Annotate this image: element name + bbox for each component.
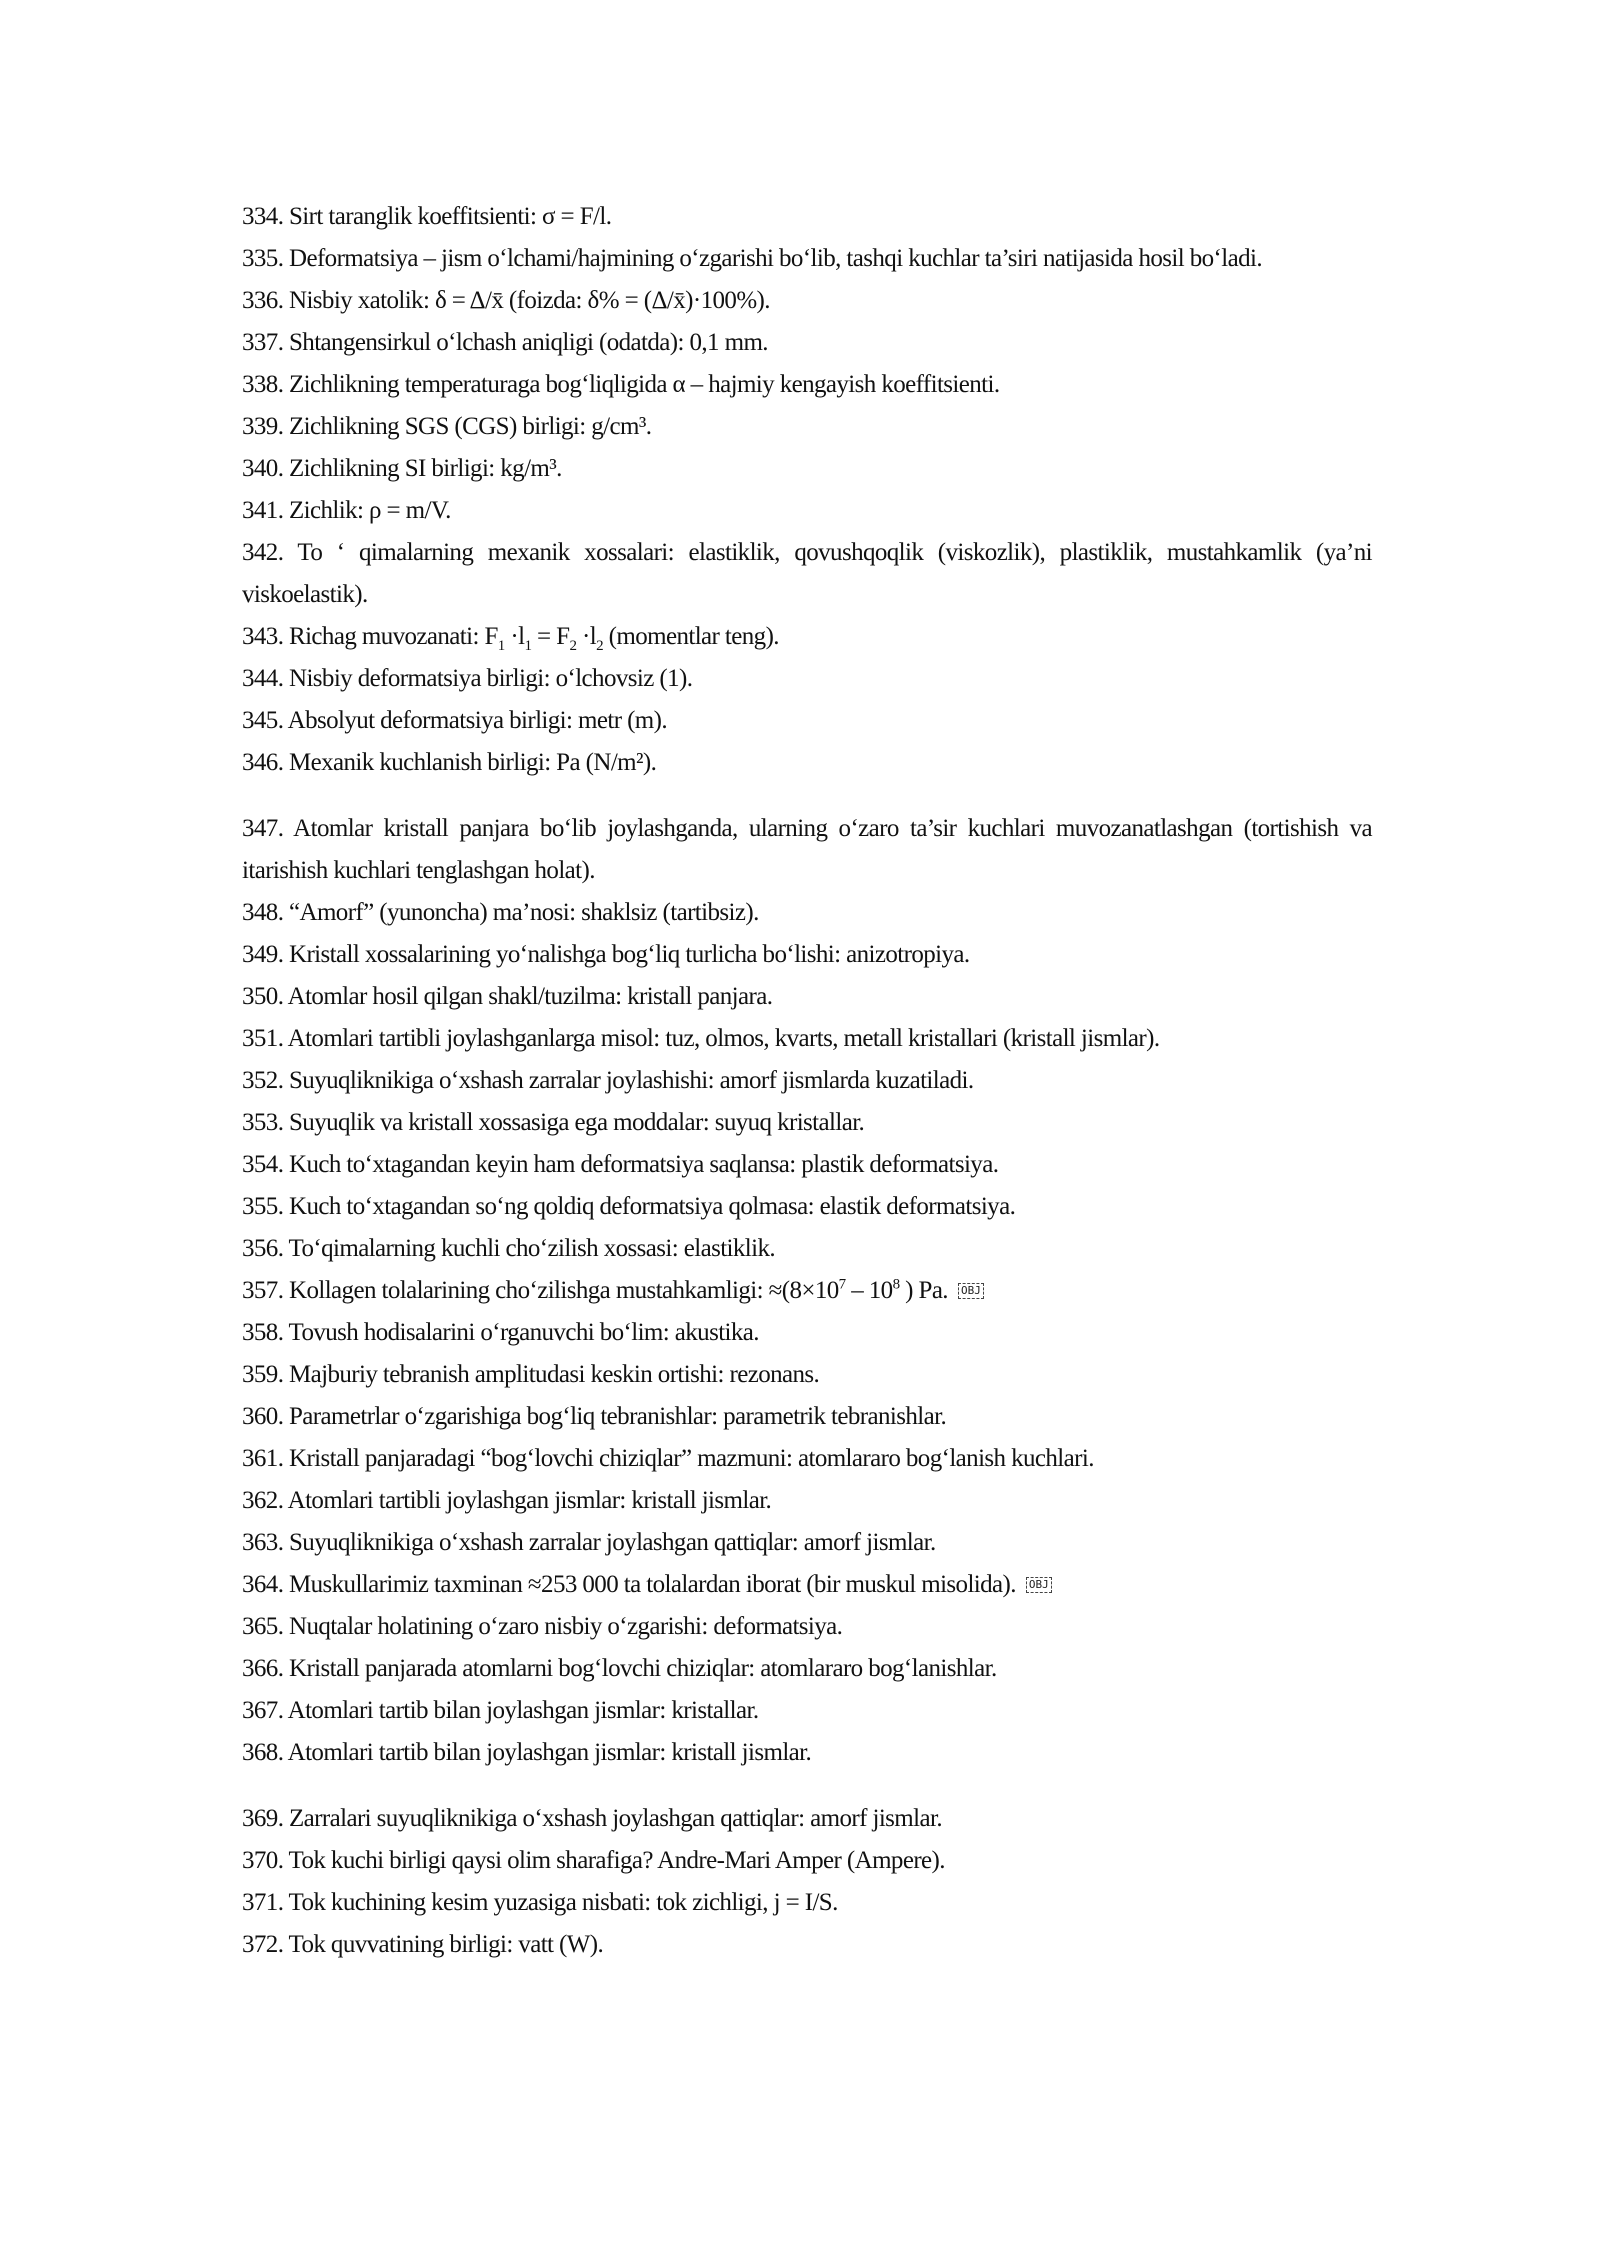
list-item: 342. To ‘ qimalarning mexanik xossalari: elastiklik, qovushqoqlik (viskozlik), plastiklik, mustahkamlik (ya’ni viskoelastik). [242, 539, 1372, 608]
list-item: 369. Zarralari suyuqliknikiga o‘xshash joylashgan qattiqlar: amorf jismlar. [242, 1805, 942, 1832]
list-item: 344. Nisbiy deformatsiya birligi: o‘lchovsiz (1). [242, 665, 693, 692]
list-item: 365. Nuqtalar holatining o‘zaro nisbiy o‘zgarishi: deformatsiya. [242, 1613, 843, 1640]
list-item: 355. Kuch to‘xtagandan so‘ng qoldiq deformatsiya qolmasa: elastik deformatsiya. [242, 1193, 1016, 1220]
list-item-364 [242, 1564, 1372, 1606]
list-item: 353. Suyuqlik va kristall xossasiga ega moddalar: suyuq kristallar. [242, 1109, 865, 1136]
subscript: 2 [596, 638, 603, 654]
list-item: 368. Atomlari tartib bilan joylashgan jismlar: kristall jismlar. [242, 1739, 812, 1766]
paragraph-gap [242, 784, 1372, 808]
list-item: 352. Suyuqliknikiga o‘xshash zarralar joylashishi: amorf jismlarda kuzatiladi. [242, 1067, 974, 1094]
formula-text: (momentlar teng). [603, 623, 779, 650]
subscript: 2 [569, 638, 577, 654]
item-text: 364. Muskullarimiz taxminan ≈253 000 ta tolalardan iborat (bir muskul misolida). [242, 1571, 1016, 1598]
formula-text: – 10 [845, 1277, 893, 1304]
paragraph-gap [242, 1774, 1372, 1798]
document-body [242, 196, 1372, 1966]
list-item: 340. Zichlikning SI birligi: kg/m³. [242, 455, 562, 482]
formula-text: ) Pa. [899, 1277, 948, 1304]
list-item: 358. Tovush hodisalarini o‘rganuvchi bo‘lim: akustika. [242, 1319, 759, 1346]
list-item: 347. Atomlar kristall panjara bo‘lib joylashganda, ularning o‘zaro ta’sir kuchlari muvozanatlashgan (tortishish va itarishish kuchlari tenglashgan holat). [242, 815, 1372, 884]
list-item: 363. Suyuqliknikiga o‘xshash zarralar joylashgan qattiqlar: amorf jismlar. [242, 1529, 936, 1556]
list-item: 360. Parametrlar o‘zgarishiga bog‘liq tebranishlar: parametrik tebranishlar. [242, 1403, 947, 1430]
list-item: 334. Sirt taranglik koeffitsienti: σ = F/l. [242, 203, 612, 230]
subscript: 1 [524, 638, 532, 654]
list-item-357 [242, 1270, 1372, 1312]
list-item-343 [242, 616, 1372, 658]
list-item: 335. Deformatsiya – jism o‘lchami/hajmining o‘zgarishi bo‘lib, tashqi kuchlar ta’siri natijasida hosil bo‘ladi. [242, 245, 1262, 272]
list-item: 372. Tok quvvatining birligi: vatt (W). [242, 1931, 604, 1958]
list-item: 339. Zichlikning SGS (CGS) birligi: g/cm³. [242, 413, 652, 440]
list-item: 359. Majburiy tebranish amplitudasi keskin ortishi: rezonans. [242, 1361, 820, 1388]
list-item: 361. Kristall panjaradagi “bog‘lovchi chiziqlar” mazmuni: atomlararo bog‘lanish kuchlari. [242, 1445, 1094, 1472]
superscript: 8 [892, 1276, 900, 1293]
formula-text: ·l [504, 623, 525, 650]
subscript: 1 [497, 638, 505, 654]
object-placeholder-icon: OBJ [1026, 1577, 1052, 1593]
list-item: 346. Mexanik kuchlanish birligi: Pa (N/m²). [242, 749, 657, 776]
list-item: 350. Atomlar hosil qilgan shakl/tuzilma: kristall panjara. [242, 983, 773, 1010]
formula-text: = F [531, 623, 570, 650]
list-item: 371. Tok kuchining kesim yuzasiga nisbati: tok zichligi, j = I/S. [242, 1889, 838, 1916]
list-item: 337. Shtangensirkul o‘lchash aniqligi (odatda): 0,1 mm. [242, 329, 768, 356]
formula-text: 357. Kollagen tolalarining cho‘zilishga mustahkamligi: ≈(8×10 [242, 1277, 839, 1304]
list-item: 336. Nisbiy xatolik: δ = Δ/x̄ (foizda: δ% = (Δ/x̄)·100%). [242, 287, 770, 314]
list-item: 348. “Amorf” (yunoncha) ma’nosi: shaklsiz (tartibsiz). [242, 899, 759, 926]
list-item: 362. Atomlari tartibli joylashgan jismlar: kristall jismlar. [242, 1487, 772, 1514]
list-item: 370. Tok kuchi birligi qaysi olim sharafiga? Andre-Mari Amper (Ampere). [242, 1847, 945, 1874]
list-item: 366. Kristall panjarada atomlarni bog‘lovchi chiziqlar: atomlararo bog‘lanishlar. [242, 1655, 997, 1682]
formula-text: 343. Richag muvozanati: F [242, 623, 498, 650]
list-item: 345. Absolyut deformatsiya birligi: metr (m). [242, 707, 668, 734]
list-item: 338. Zichlikning temperaturaga bog‘liqligida α – hajmiy kengayish koeffitsienti. [242, 371, 1000, 398]
list-item: 367. Atomlari tartib bilan joylashgan jismlar: kristallar. [242, 1697, 759, 1724]
list-item: 356. To‘qimalarning kuchli cho‘zilish xossasi: elastiklik. [242, 1235, 776, 1262]
list-item: 351. Atomlari tartibli joylashganlarga misol: tuz, olmos, kvarts, metall kristallari (kristall jismlar). [242, 1025, 1160, 1052]
formula-text: ·l [576, 623, 597, 650]
object-placeholder-icon: OBJ [958, 1283, 984, 1299]
list-item: 354. Kuch to‘xtagandan keyin ham deformatsiya saqlansa: plastik deformatsiya. [242, 1151, 999, 1178]
list-item: 349. Kristall xossalarining yo‘nalishga bog‘liq turlicha bo‘lishi: anizotropiya. [242, 941, 970, 968]
list-item: 341. Zichlik: ρ = m/V. [242, 497, 451, 524]
superscript: 7 [838, 1276, 846, 1293]
